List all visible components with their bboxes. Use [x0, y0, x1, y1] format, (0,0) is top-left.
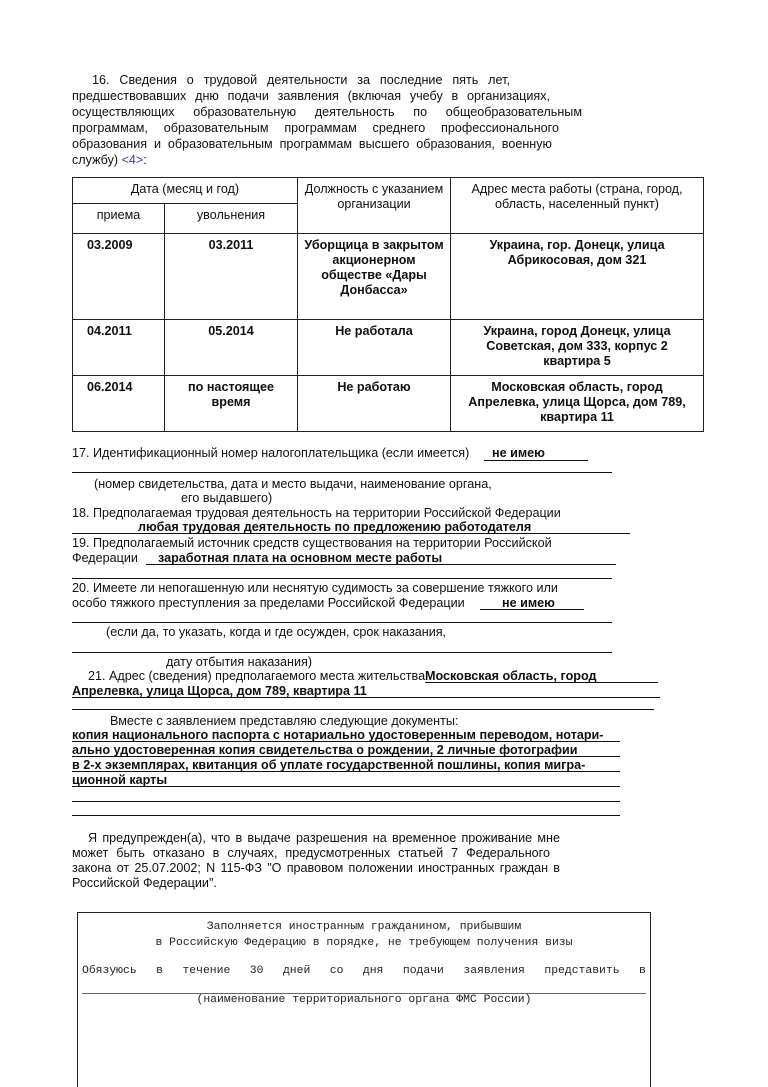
- visa-box-title-2: в Российскую Федерацию в порядке, не требующем получения визы: [155, 937, 573, 949]
- table-row: [73, 320, 704, 376]
- start-date: 06.2014: [73, 376, 165, 432]
- end-date: по настоящее время: [165, 376, 298, 432]
- warning-line-2: может быть отказано в случаях, предусмотренных статьей 7 Федерального: [72, 846, 550, 860]
- documents-line-1: копия национального паспорта с нотариально удостоверенным переводом, нотари-: [72, 728, 604, 742]
- item19-value: заработная плата на основном месте работы: [158, 551, 443, 565]
- item20-hint-1: (если да, то указать, когда и где осужден, срок наказания,: [106, 625, 447, 639]
- address: Московская область, город Апрелевка, улица Щорса, дом 789, квартира 11: [451, 376, 704, 432]
- item20-label-2: особо тяжкого преступления за пределами Российской Федерации: [72, 596, 465, 610]
- item21-value-2: Апрелевка, улица Щорса, дом 789, квартира 11: [72, 684, 367, 698]
- item21-value-1: Московская область, город: [425, 669, 597, 683]
- item17-value: не имею: [492, 446, 545, 460]
- header-position: Должность с указанием организации: [298, 178, 451, 234]
- item20-hint-2: дату отбытия наказания): [166, 655, 313, 669]
- section16-line-1: 16. Сведения о трудовой деятельности за последние пять лет,: [92, 73, 510, 87]
- table-row: [73, 234, 704, 320]
- address: Украина, гор. Донецк, улица Абрикосовая, дом 321: [451, 234, 704, 320]
- header-address: Адрес места работы (страна, город, область, населенный пункт): [451, 178, 704, 234]
- header-start: приема: [73, 204, 165, 234]
- visa-box-obligation: Обязуюсь в течение 30 дней со дня подачи заявления представить в: [82, 965, 646, 977]
- section16-last-line: службу) <4>:: [72, 153, 147, 167]
- documents-intro: Вместе с заявлением представляю следующие документы:: [110, 714, 459, 728]
- section16-line-3: осуществляющих образовательную деятельность по общеобразовательным: [72, 105, 582, 119]
- visa-box: [77, 912, 651, 1087]
- documents-line-2: ально удостоверенная копия свидетельства о рождении, 2 личные фотографии: [72, 743, 578, 757]
- item17-hint-2: его выдавшего): [181, 491, 273, 505]
- end-date: 03.2011: [165, 234, 298, 320]
- item19-label-2: Федерации: [72, 551, 138, 565]
- documents-line-4: ционной карты: [72, 773, 168, 787]
- visa-box-hint: (наименование территориального органа ФМС России): [196, 994, 532, 1006]
- visa-box-title-1: Заполняется иностранным гражданином, прибывшим: [206, 921, 522, 933]
- table-row: [73, 376, 704, 432]
- position: Уборщица в закрытом акционерном обществе «Дары Донбасса»: [298, 234, 451, 320]
- section16-line-4: программам, образовательным программам среднего профессионального: [72, 121, 559, 135]
- warning-last-line: Российской Федерации".: [72, 876, 217, 890]
- item18-value: любая трудовая деятельность по предложению работодателя: [138, 520, 532, 534]
- position: Не работаю: [298, 376, 451, 432]
- header-end: увольнения: [165, 204, 298, 234]
- item17-label: 17. Идентификационный номер налогоплательщика (если имеется): [72, 446, 470, 460]
- item19-label: 19. Предполагаемый источник средств существования на территории Российской: [72, 536, 552, 550]
- work-history-table: [72, 177, 704, 432]
- position: Не работала: [298, 320, 451, 376]
- start-date: 03.2009: [73, 234, 165, 320]
- documents-line-3: в 2-х экземплярах, квитанция об уплате государственной пошлины, копия мигра-: [72, 758, 586, 772]
- item18-label: 18. Предполагаемая трудовая деятельность на территории Российской Федерации: [72, 506, 561, 520]
- section16-line-5: образования и образовательным программам высшего образования, военную: [72, 137, 552, 151]
- footnote-link[interactable]: <4>: [121, 153, 144, 167]
- warning-line-3: закона от 25.07.2002; N 115-ФЗ "О правовом положении иностранных граждан в: [72, 861, 560, 875]
- header-date: Дата (месяц и год): [73, 178, 298, 204]
- item21-label: 21. Адрес (сведения) предполагаемого места жительства: [88, 669, 426, 683]
- warning-line-1: Я предупрежден(а), что в выдаче разрешения на временное проживание мне: [88, 831, 560, 845]
- item17-hint-1: (номер свидетельства, дата и место выдачи, наименование органа,: [94, 477, 492, 491]
- address: Украина, город Донецк, улица Советская, дом 333, корпус 2 квартира 5: [451, 320, 704, 376]
- end-date: 05.2014: [165, 320, 298, 376]
- section16-line-2: предшествовавших дню подачи заявления (включая учебу в организациях,: [72, 89, 550, 103]
- start-date: 04.2011: [73, 320, 165, 376]
- item20-value: не имею: [502, 596, 555, 610]
- item20-label-1: 20. Имеете ли непогашенную или неснятую судимость за совершение тяжкого или: [72, 581, 558, 595]
